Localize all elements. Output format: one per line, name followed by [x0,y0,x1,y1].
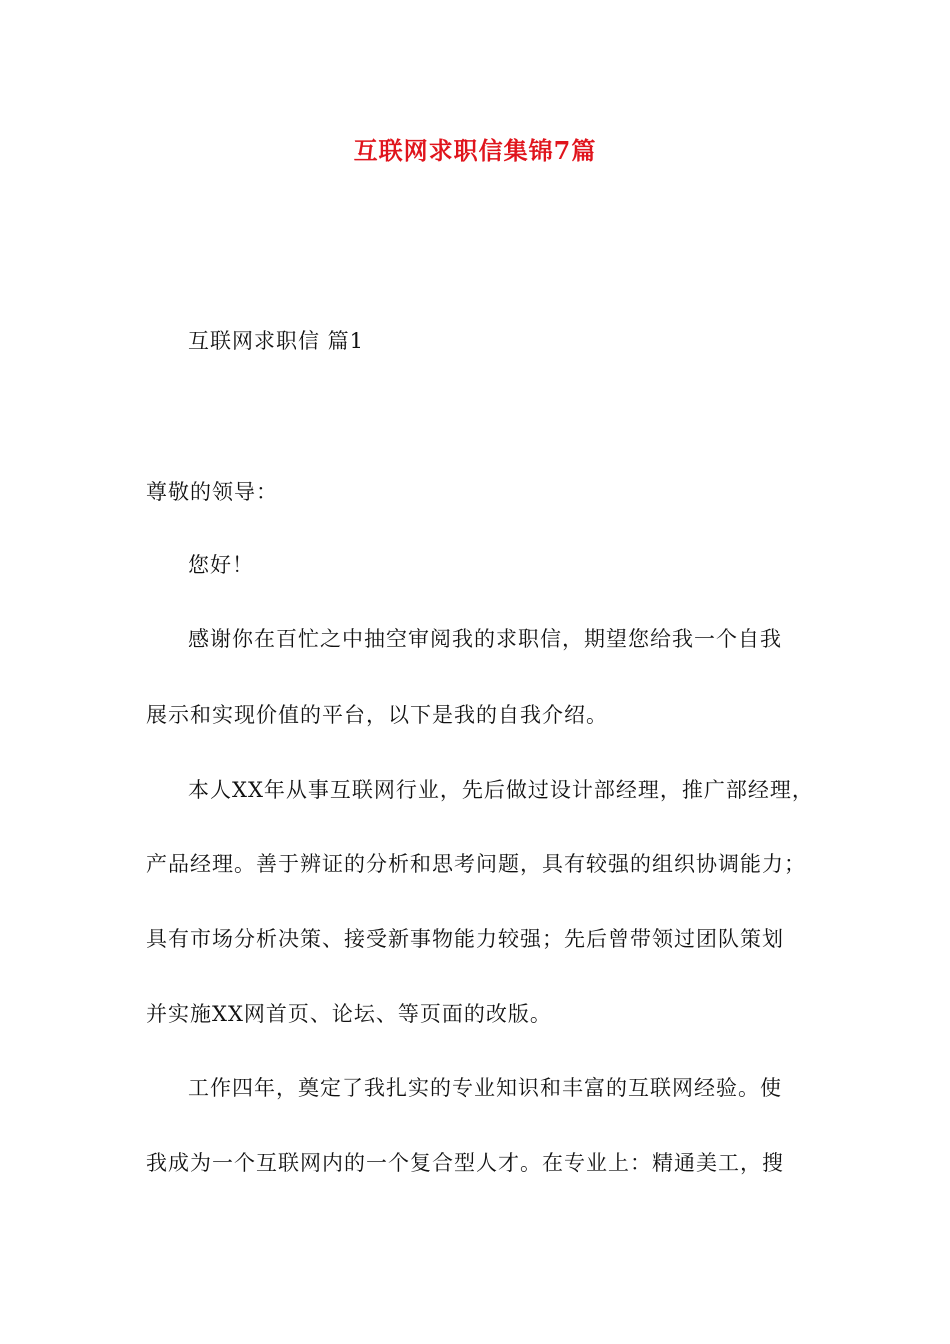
paragraph-line: 产品经理。善于辨证的分析和思考问题，具有较强的组织协调能力； [146,852,806,876]
paragraph-line: 工作四年，奠定了我扎实的专业知识和丰富的互联网经验。使 [188,1076,782,1100]
greeting: 您好！ [188,553,254,577]
paragraph-line: 具有市场分析决策、接受新事物能力较强；先后曾带领过团队策划 [146,927,784,951]
paragraph-line: 并实施XX网首页、论坛、等页面的改版。 [146,1002,552,1026]
section-heading: 互联网求职信 篇1 [188,329,365,353]
paragraph-line: 感谢你在百忙之中抽空审阅我的求职信，期望您给我一个自我 [188,627,782,651]
salutation: 尊敬的领导： [146,480,278,504]
document-title: 互联网求职信集锦7篇 [353,136,597,165]
paragraph-line: 展示和实现价值的平台，以下是我的自我介绍。 [146,703,608,727]
paragraph-line: 我成为一个互联网内的一个复合型人才。在专业上：精通美工，搜 [146,1151,784,1175]
paragraph-line: 本人XX年从事互联网行业，先后做过设计部经理，推广部经理， [188,778,814,802]
